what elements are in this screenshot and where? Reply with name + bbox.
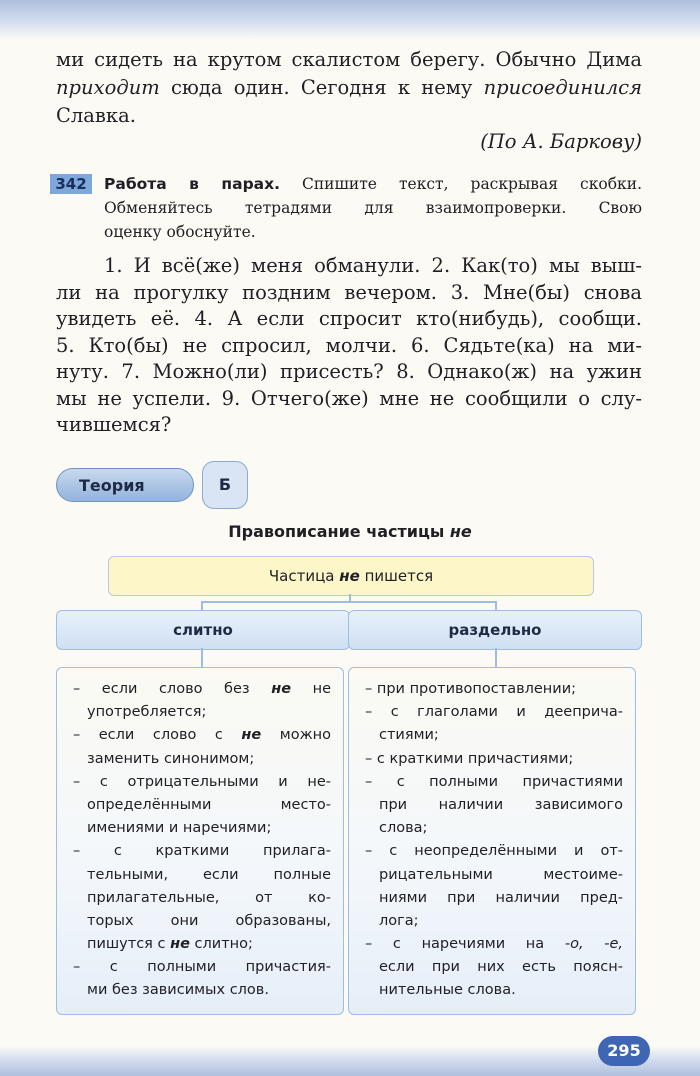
rule-line: имениями и наречиями; xyxy=(87,820,272,837)
bottom-margin-band xyxy=(0,1046,700,1076)
connector-line xyxy=(495,648,497,668)
rule-line: заменить синонимом; xyxy=(87,750,255,767)
text-line: Славка. xyxy=(56,104,136,127)
rule-line: ми без зависимых слов. xyxy=(87,982,269,999)
rule-line: при наличии зависимого xyxy=(379,796,623,813)
rule-line: употребляется; xyxy=(87,704,207,721)
rule-line: прилагательные, от ко- xyxy=(87,889,331,906)
text-line: чившемся? xyxy=(56,413,172,436)
rule-line: лога; xyxy=(379,912,419,929)
rule-line: торых они образованы, xyxy=(87,912,331,929)
rule-line: стиями; xyxy=(379,727,439,744)
text-line: увидеть её. 4. А если спросит кто(нибудь), сообщи. xyxy=(56,307,642,330)
rule-line: – с краткими причастиями; xyxy=(365,750,574,767)
left-column-rules xyxy=(56,667,344,1015)
text-line: ли на прогулку поздним вечером. 3. Мне(бы) снова xyxy=(56,280,642,304)
connector-line xyxy=(201,648,203,668)
rule-line: – с полными причастия- xyxy=(73,959,331,976)
rule-line: – с неопределёнными и от- xyxy=(365,843,623,860)
text-line: приходит сюда один. Сегодня к нему присоединился xyxy=(56,76,642,99)
rule-line: – если слово с не можно xyxy=(73,727,331,744)
task-line: оценку обоснуйте. xyxy=(104,223,256,241)
rule-line: – с наречиями на -о, -е, xyxy=(365,936,623,953)
rule-line: слова; xyxy=(379,820,428,837)
rule-line: тельными, если полные xyxy=(87,866,331,883)
rule-line: – с глаголами и дееприча- xyxy=(365,704,623,721)
exercise-number: 342 xyxy=(50,174,92,194)
rule-line: – если слово без не не xyxy=(73,681,331,697)
task-line: Работа в парах. Спишите текст, раскрывая скобки. xyxy=(104,175,642,193)
attribution: (По А. Баркову) xyxy=(480,130,642,153)
text-line: 1. И всё(же) меня обманули. 2. Как(то) мы выш- xyxy=(104,254,642,277)
left-column-header: слитно xyxy=(56,610,350,650)
rule-line: – при противопоставлении; xyxy=(365,681,577,697)
rule-line: определёнными место- xyxy=(87,796,331,813)
theory-badge: Б xyxy=(202,461,248,509)
rule-line: – с краткими прилага- xyxy=(73,843,331,860)
task-line: Обменяйтесь тетрадями для взаимопроверки. Свою xyxy=(104,199,642,217)
connector-line xyxy=(202,601,496,603)
text-line: нуту. 7. Можно(ли) присесть? 8. Однако(ж) на ужин xyxy=(56,360,642,383)
rule-line: – с отрицательными и не- xyxy=(73,773,331,790)
top-margin-band xyxy=(0,0,700,40)
rule-line: нительные слова. xyxy=(379,982,516,999)
rule-line: пишутся с не слитно; xyxy=(87,936,253,953)
text-line: ми сидеть на крутом скалистом берегу. Обычно Дима xyxy=(56,48,642,71)
rule-line: рицательными местоиме- xyxy=(379,866,623,883)
table-root-box: Частица не пишется xyxy=(108,556,594,596)
rule-line: ниями при наличии пред- xyxy=(379,889,623,906)
page-number: 295 xyxy=(598,1036,650,1066)
text-line: 5. Кто(бы) не спросил, молчи. 6. Сядьте(ка) на ми- xyxy=(56,333,642,357)
right-column-rules xyxy=(348,667,636,1015)
theory-label: Теория xyxy=(56,468,194,502)
table-title: Правописание частицы не xyxy=(228,522,472,541)
rule-line: – с полными причастиями xyxy=(365,773,623,790)
right-column-header: раздельно xyxy=(348,610,642,650)
text-line: мы не успели. 9. Отчего(же) мне не сообщили о слу- xyxy=(56,386,642,410)
rule-line: если при них есть поясн- xyxy=(379,959,623,976)
